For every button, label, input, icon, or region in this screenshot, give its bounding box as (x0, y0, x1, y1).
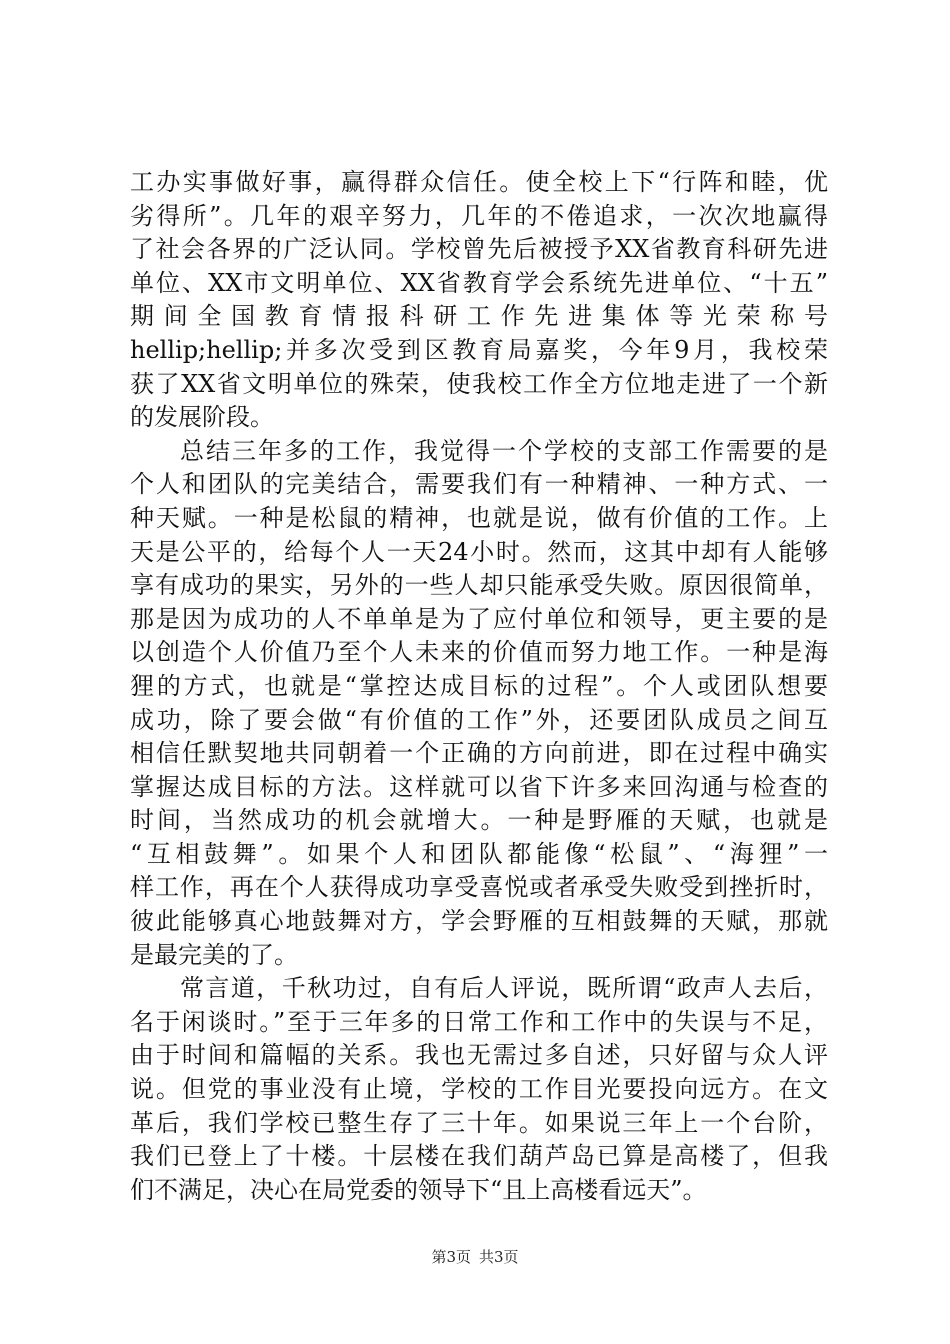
text-line: 期间全国教育情报科研工作先进集体等光荣称号 (130, 302, 828, 331)
paragraph-first-line: 总结三年多的工作，我觉得一个学校的支部工作需要的是 (180, 436, 828, 465)
document-body (130, 166, 828, 1207)
text-line: 获了XX省文明单位的殊荣，使我校工作全方位地走进了一个新 (130, 369, 828, 398)
page-number: 第3页 (431, 1248, 471, 1266)
text-line: 我们已登上了十楼。十层楼在我们葫芦岛已算是高楼了，但我 (130, 1142, 828, 1171)
text-line: 的发展阶段。 (130, 403, 274, 432)
text-line: 成功，除了要会做“有价值的工作”外，还要团队成员之间互 (130, 705, 828, 734)
text-line: 名于闲谈时。”至于三年多的日常工作和工作中的失误与不足， (130, 1007, 828, 1036)
text-line: “互相鼓舞”。如果个人和团队都能像“松鼠”、“海狸”一 (130, 839, 828, 868)
text-line: 由于时间和篇幅的关系。我也无需过多自述，只好留与众人评 (130, 1041, 828, 1070)
text-line: 革后，我们学校已整生存了三十年。如果说三年上一个台阶， (130, 1108, 828, 1137)
text-line: 种天赋。一种是松鼠的精神，也就是说，做有价值的工作。上 (130, 503, 828, 532)
text-line: hellip;hellip;并多次受到区教育局嘉奖，今年9月，我校荣 (130, 335, 828, 364)
text-line: 那是因为成功的人不单单是为了应付单位和领导，更主要的是 (130, 604, 828, 633)
text-line: 掌握达成目标的方法。这样就可以省下许多来回沟通与检查的 (130, 772, 828, 801)
text-line: 彼此能够真心地鼓舞对方，学会野雁的互相鼓舞的天赋，那就 (130, 907, 828, 936)
text-line: 以创造个人价值乃至个人未来的价值而努力地工作。一种是海 (130, 638, 828, 667)
text-line: 天是公平的，给每个人一天24小时。然而，这其中却有人能够 (130, 537, 828, 566)
text-line: 样工作，再在个人获得成功享受喜悦或者承受失败受到挫折时， (130, 873, 828, 902)
text-line: 享有成功的果实，另外的一些人却只能承受失败。原因很简单， (130, 571, 828, 600)
text-line: 工办实事做好事，赢得群众信任。使全校上下“行阵和睦，优 (130, 168, 828, 196)
page-footer (0, 1247, 950, 1267)
text-line: 劣得所”。几年的艰辛努力，几年的不倦追求，一次次地赢得 (130, 201, 828, 230)
text-line: 相信任默契地共同朝着一个正确的方向前进，即在过程中确实 (130, 739, 828, 768)
page-total: 共3页 (479, 1248, 519, 1266)
text-line: 个人和团队的完美结合，需要我们有一种精神、一种方式、一 (130, 470, 828, 499)
text-line: 时间，当然成功的机会就增大。一种是野雁的天赋，也就是 (130, 806, 828, 835)
paragraph-first-line: 常言道，千秋功过，自有后人评说，既所谓“政声人去后， (180, 974, 828, 1003)
text-line: 狸的方式，也就是“掌控达成目标的过程”。个人或团队想要 (130, 671, 828, 700)
text-line: 单位、XX市文明单位、XX省教育学会系统先进单位、“十五” (130, 268, 828, 297)
text-line: 了社会各界的广泛认同。学校曾先后被授予XX省教育科研先进 (130, 235, 828, 264)
text-line: 说。但党的事业没有止境，学校的工作目光要投向远方。在文 (130, 1075, 828, 1104)
text-line: 们不满足，决心在局党委的领导下“且上高楼看远天”。 (130, 1175, 707, 1204)
text-line: 是最完美的了。 (130, 940, 298, 969)
